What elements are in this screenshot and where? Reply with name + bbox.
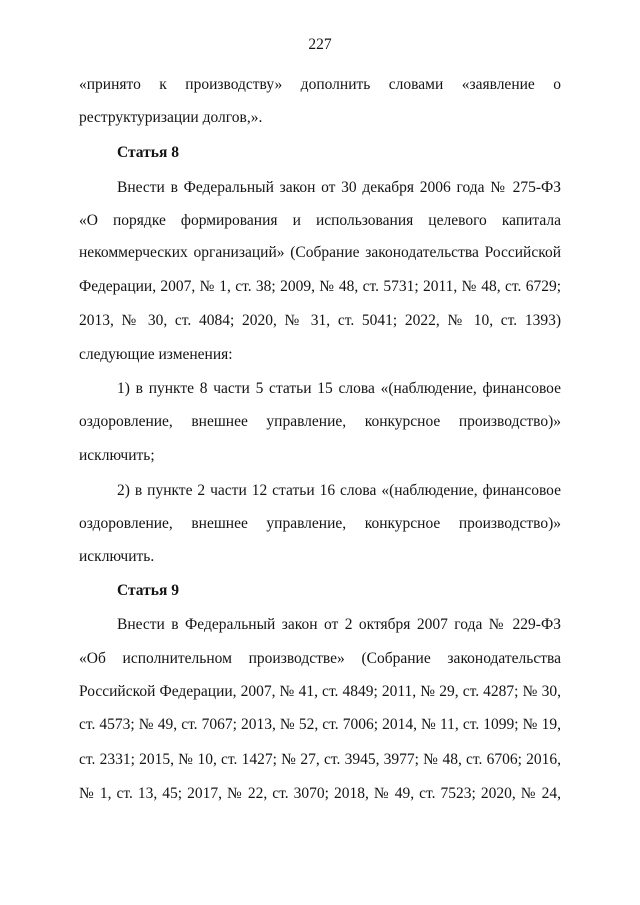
text-line: исключить; (79, 447, 155, 464)
text-line: Федерации, 2007, № 1, ст. 38; 2009, № 48, ст. 5731; 2011, № 48, ст. 6729; (79, 278, 561, 295)
text-line: оздоровление, внешнее управление, конкурсное производство)» (79, 413, 561, 430)
list-item-line: 2) в пункте 2 части 12 статьи 16 слова «(наблюдение, финансовое (117, 482, 561, 499)
text-line: Российской Федерации, 2007, № 41, ст. 4849; 2011, № 29, ст. 4287; № 30, (79, 683, 561, 700)
article-heading: Статья 8 (117, 144, 179, 161)
list-item-line: 1) в пункте 8 части 5 статьи 15 слова «(наблюдение, финансовое (117, 380, 561, 397)
text-line: «О порядке формирования и использования целевого капитала (79, 212, 561, 229)
text-line: исключить. (79, 548, 155, 565)
text-line: Внести в Федеральный закон от 30 декабря 2006 года № 275-ФЗ (117, 179, 561, 196)
text-line: оздоровление, внешнее управление, конкурсное производство)» (79, 515, 561, 532)
text-line: следующие изменения: (79, 346, 233, 363)
text-line: некоммерческих организаций» (Собрание законодательства Российской (79, 244, 561, 261)
text-line: реструктуризации долгов,». (79, 109, 263, 126)
text-line: «Об исполнительном производстве» (Собрание законодательства (79, 650, 561, 667)
text-line: № 1, ст. 13, 45; 2017, № 22, ст. 3070; 2018, № 49, ст. 7523; 2020, № 24, (79, 785, 561, 802)
text-line: ст. 4573; № 49, ст. 7067; 2013, № 52, ст. 7006; 2014, № 11, ст. 1099; № 19, (79, 716, 561, 733)
text-line: ст. 2331; 2015, № 10, ст. 1427; № 27, ст. 3945, 3977; № 48, ст. 6706; 2016, (79, 751, 561, 768)
article-heading: Статья 9 (117, 582, 179, 599)
text-line: «принято к производству» дополнить словами «заявление о (79, 76, 561, 93)
page-number: 227 (308, 36, 332, 53)
text-line: Внести в Федеральный закон от 2 октября 2007 года № 229-ФЗ (117, 616, 561, 633)
text-line: 2013, № 30, ст. 4084; 2020, № 31, ст. 5041; 2022, № 10, ст. 1393) (79, 312, 561, 329)
